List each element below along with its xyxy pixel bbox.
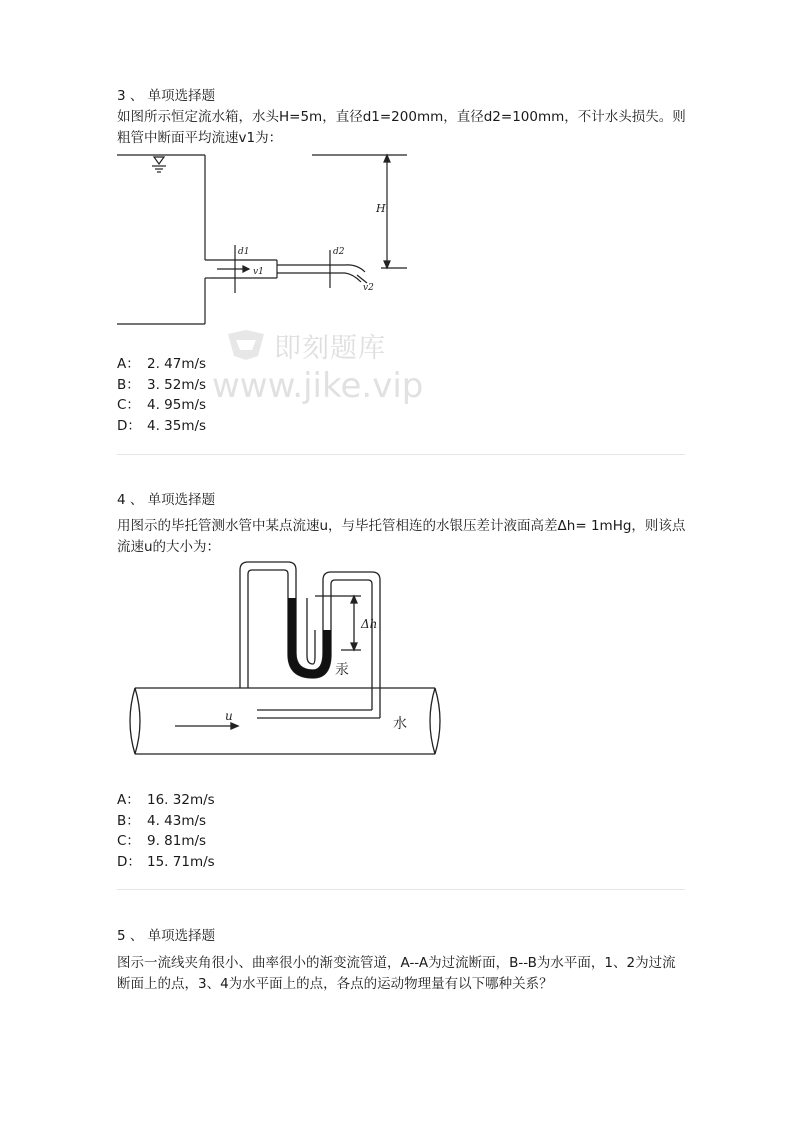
label-d1: d1 [238,247,250,257]
label-h: H [376,202,386,215]
option-value: 16. 32m/s [147,792,215,808]
question-4 [117,490,689,558]
option-key: C： [117,397,140,413]
question-3-heading: 3 、 单项选择题 [117,88,216,104]
option-key: B： [117,812,140,829]
question-4-text: 用图示的毕托管测水管中某点流速u，与毕托管相连的水银压差计液面高差Δh= 1mHg，则该点流速u的大小为： [117,518,686,555]
pitot-tube-figure [125,558,455,768]
option-c[interactable] [117,395,689,416]
option-b[interactable] [117,811,689,832]
water-level-marker-icon [154,157,164,164]
label-d2: d2 [333,247,345,257]
option-value: 9. 81m/s [147,833,207,849]
question-5-heading: 5 、 单项选择题 [117,928,216,944]
option-value: 3. 52m/s [147,376,207,393]
pipe-right-end [430,688,435,754]
option-value: 4. 95m/s [147,397,207,413]
watermark-url: www.jike.vip [212,366,424,406]
question-3-text: 如图所示恒定流水箱，水头H=5m，直径d1=200mm，直径d2=100mm，不计水头损失。则粗管中断面平均流速v1为： [117,109,686,146]
question-3-options [117,354,689,436]
option-key: A： [117,356,140,372]
divider [117,889,685,890]
label-v2: v2 [363,283,374,293]
option-key: B： [117,376,140,393]
option-d[interactable] [117,416,689,437]
label-v1: v1 [253,267,264,277]
option-a[interactable] [117,790,689,811]
option-b[interactable] [117,375,689,396]
water-tank-figure [117,150,417,330]
option-value: 2. 47m/s [147,356,207,372]
option-key: D： [117,417,141,434]
question-5-text: 图示一流线夹角很小、曲率很小的渐变流管道，A--A为过流断面，B--B为水平面，1、2为过流断面上的点，3、4为水平面上的点，各点的运动物理量有以下哪种关系？ [117,955,676,992]
watermark-title: 即刻题库 [274,333,386,364]
option-value: 4. 43m/s [147,812,207,829]
option-value: 15. 71m/s [147,853,215,870]
mercury-inner [307,598,315,664]
option-key: A： [117,792,140,808]
question-5 [117,926,689,995]
option-a[interactable] [117,354,689,375]
question-4-heading: 4 、 单项选择题 [117,492,216,508]
label-u: u [225,709,233,723]
option-value: 4. 35m/s [147,417,207,434]
label-mercury: 汞 [335,662,349,678]
pipe-left-end [130,688,135,754]
mercury-fill [288,598,331,678]
outlet-jet [345,265,365,272]
label-water: 水 [393,716,407,732]
option-key: D： [117,853,141,870]
option-c[interactable] [117,831,689,852]
question-4-options [117,790,689,872]
option-d[interactable] [117,852,689,873]
divider [117,454,685,455]
u-tube-outer [240,562,380,718]
question-3 [117,86,689,149]
option-key: C： [117,833,140,849]
label-dh: Δh [361,617,378,631]
